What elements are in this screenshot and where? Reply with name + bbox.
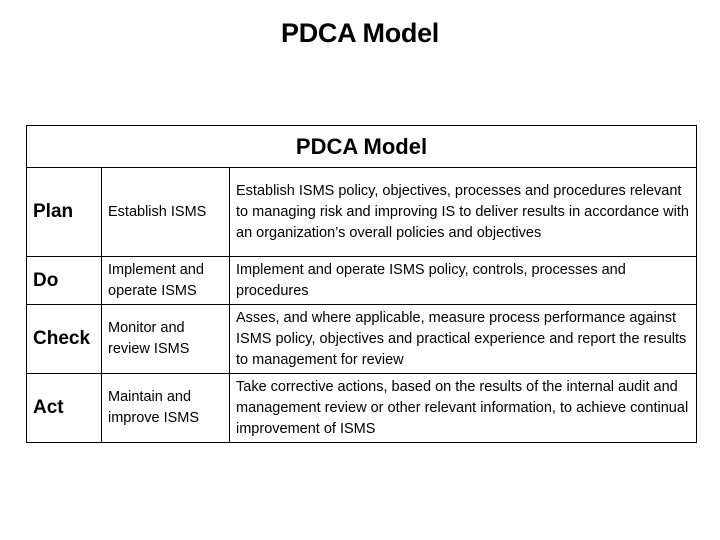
description-cell: Implement and operate ISMS policy, controls, processes and procedures bbox=[230, 257, 697, 305]
description-cell: Establish ISMS policy, objectives, processes and procedures relevant to managing risk and improving IS to deliver results in accordance with an organization’s overall policies and objectives bbox=[230, 168, 697, 257]
goal-cell: Implement and operate ISMS bbox=[102, 257, 230, 305]
pdca-table bbox=[26, 125, 697, 443]
slide-title: PDCA Model bbox=[281, 18, 439, 48]
phase-cell: Do bbox=[27, 257, 102, 305]
goal-cell: Monitor and review ISMS bbox=[102, 305, 230, 374]
goal-cell: Maintain and improve ISMS bbox=[102, 374, 230, 443]
phase-cell: Plan bbox=[27, 168, 102, 257]
table-row-plan bbox=[27, 168, 697, 257]
phase-cell: Check bbox=[27, 305, 102, 374]
table-row-do bbox=[27, 257, 697, 305]
goal-cell: Establish ISMS bbox=[102, 168, 230, 257]
description-cell: Asses, and where applicable, measure process performance against ISMS policy, objectives and practical experience and report the results to management for review bbox=[230, 305, 697, 374]
table-row-act bbox=[27, 374, 697, 443]
phase-cell: Act bbox=[27, 374, 102, 443]
table-header: PDCA Model bbox=[27, 126, 697, 168]
description-cell: Take corrective actions, based on the results of the internal audit and management review or other relevant information, to achieve continual improvement of ISMS bbox=[230, 374, 697, 443]
table-header-row bbox=[27, 126, 697, 168]
table-row-check bbox=[27, 305, 697, 374]
